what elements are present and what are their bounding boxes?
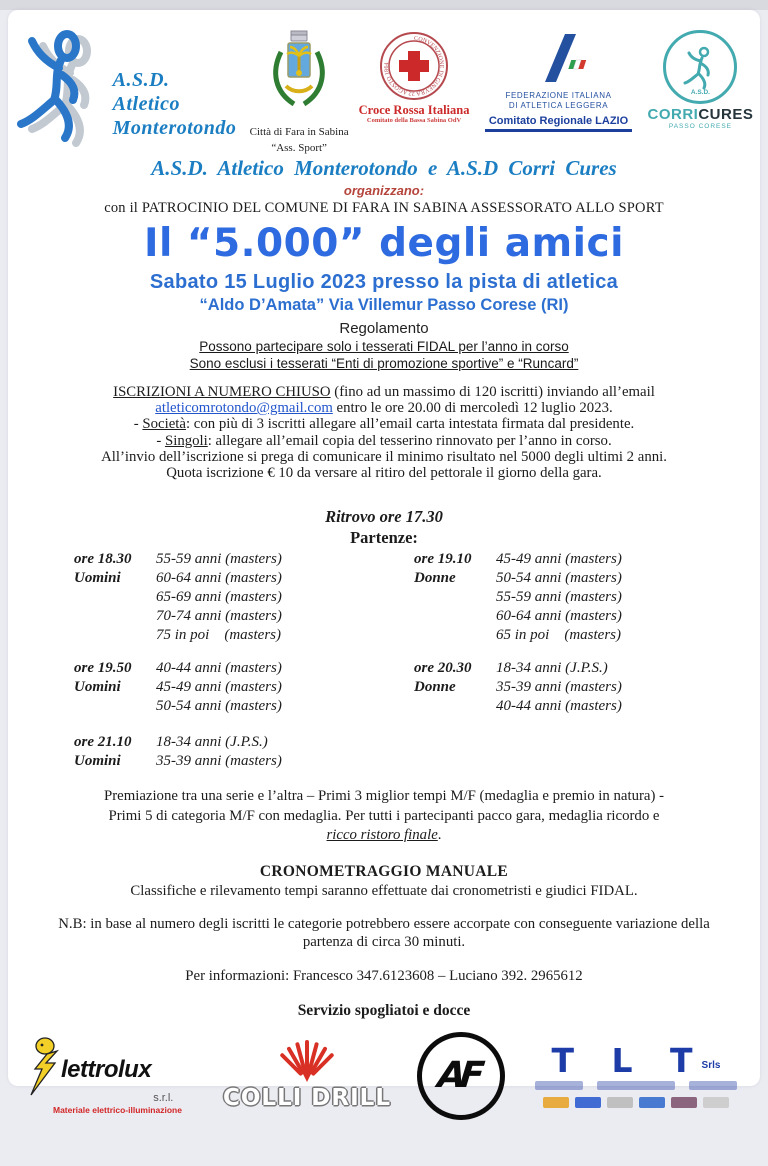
registration-line2-rest: entro le ore 20.00 di mercoledì 12 luglio 2023. [332,400,613,417]
wave-19-50 [74,659,386,716]
mini-sponsor-logo [575,1097,601,1108]
flyer-page [8,10,760,1115]
fara-caption-line1: Città di Fara in Sabina [249,126,349,138]
croce-rossa-subtitle: Comitato della Bassa Sabina OdV [366,117,462,124]
fara-in-sabina-crest [250,30,349,155]
organize-label: organizzano: [343,183,425,198]
elettrolux-logo [27,1037,197,1115]
awards-line1: Premiazione tra una serie e l’altra – Primi 3 miglior tempi M/F (medaglia e premio in natura) - [103,788,665,805]
wave-group: Uomini [74,570,121,587]
schedule-row-2 [8,659,760,716]
singoli-label: Singoli [164,432,208,449]
wave-category: 55-59 anni (masters) [156,551,282,568]
event-title: Il “5.000” degli amici [143,221,625,266]
registration-line5: All’invio dell’iscrizione si prega di comunicare il minimo risultato nel 5000 degli ultimi 2 anni. [101,448,667,465]
elettrolux-suffix: s.r.l. [153,1091,174,1104]
wave-category: 35-39 anni (masters) [496,679,622,696]
email-link[interactable]: atleticomrotondo@gmail.com [155,400,333,417]
fara-caption-line2: “Ass. Sport” [271,142,327,154]
singoli-dash: - [156,432,165,449]
atletico-logo-line1: A.S.D. Atletico [112,68,180,115]
mini-sponsor-logo [703,1097,729,1108]
corricures-name-part2: CURES [698,106,754,123]
af-monogram: AF [435,1055,481,1097]
wave-category: 45-49 anni (masters) [156,679,282,696]
tlt-partner-mini-logos [531,1097,741,1108]
wave-category: 35-39 anni (masters) [156,753,282,770]
singoli-rest: : allegare all’email copia del tesserino rinnovato per l’anno in corso. [207,432,612,449]
registration-societa-line [8,416,760,432]
tlt-contact-center [597,1081,675,1090]
wave-group: Donne [414,570,456,587]
mini-sponsor-logo [639,1097,665,1108]
patronage-line: con il PATROCINIO DEL COMUNE DI FARA IN SABINA ASSESSORATO ALLO SPORT [104,200,664,216]
wave-19-10 [414,550,726,645]
screen-top-band [0,0,768,10]
fidal-icon [527,30,591,91]
wave-category: 55-59 anni (masters) [496,589,622,606]
atletico-monterotondo-logo [15,30,240,151]
registration-line6: Quota iscrizione € 10 da versare al ritiro del pettorale il giorno della gara. [166,465,602,482]
fidal-federation-line2: DI ATLETICA LEGGERA [508,101,609,110]
registration-line1-rest: (fino ad un massimo di 120 iscritti) inviando all’email [330,384,655,400]
elettrolux-tagline: Materiale elettrico-illuminazione [53,1104,182,1115]
colli-drill-logo [223,1040,391,1111]
wave-group: Uomini [74,753,121,770]
tlt-suffix: Srls [701,1059,721,1071]
fidal-committee-label: Comitato Regionale LAZIO [485,114,632,132]
services-line: Servizio spogliatoi e docce [297,1001,471,1019]
rules-title: Regolamento [339,320,429,337]
wave-21-10 [74,733,386,771]
schedule-row-3 [8,733,760,771]
societa-rest: : con più di 3 iscritti allegare all’email carta intestata firmata dal presidente. [185,416,635,433]
svg-text:CONVENZIONE DI GINEVRA 22 AGOS: CONVENZIONE DI GINEVRA 22 AGOSTO 1864 [384,35,445,97]
mini-sponsor-logo [671,1097,697,1108]
wave-category: 45-49 anni (masters) [496,551,622,568]
wave-time: ore 18.30 [74,551,132,568]
registration-line1 [8,384,760,400]
societa-label: Società [142,416,186,433]
schedule-row-1 [8,550,760,645]
wave-category: 50-54 anni (masters) [156,698,282,715]
croce-rossa-logo [359,30,470,125]
event-venue-line: “Aldo D’Amata” Via Villemur Passo Corese (RI) [199,296,569,314]
tlt-contact-left [535,1081,583,1090]
corricures-name [648,106,754,123]
awards-line3-period: . [437,827,442,844]
mini-sponsor-logo [607,1097,633,1108]
wave-time: ore 19.10 [414,551,472,568]
af-logo [417,1032,505,1120]
timing-title: CRONOMETRAGGIO MANUALE [259,862,509,880]
rule-excluded: Sono esclusi i tesserati “Enti di promozione sportive” e “Runcard” [189,356,579,371]
tlt-contact-text [531,1081,741,1090]
rule-fidal: Possono partecipare solo i tesserati FIDAL per l’anno in corso [199,339,569,354]
crest-icon [266,30,332,123]
wave-time: ore 21.10 [74,734,132,751]
runner-icon [15,30,111,151]
corricures-name-part1: CORRI [647,106,699,123]
atletico-logo-line2: Monterotondo [112,116,237,139]
awards-line3 [8,826,760,846]
tlt-name: T L T [551,1040,706,1080]
elettrolux-name: lettrolux [61,1056,152,1084]
wave-category: 75 in poi (masters) [156,627,281,644]
wave-group: Uomini [74,679,121,696]
meeting-time: Ritrovo ore 17.30 [325,507,443,527]
awards-block [8,787,760,846]
wave-category: 18-34 anni (J.P.S.) [496,660,608,677]
corricures-subtitle: PASSO CORESE [668,123,733,130]
lightning-icon [27,1037,61,1104]
wave-category: 65-69 anni (masters) [156,589,282,606]
atletico-logo-text [113,68,240,140]
starts-label: Partenze: [350,528,418,548]
wave-category: 40-44 anni (masters) [496,698,622,715]
nb-line1: N.B: in base al numero degli iscritti le categorie potrebbero essere accorpate con conseguente variazione della [58,915,710,932]
corricures-logo [648,30,754,130]
wave-category: 18-34 anni (J.P.S.) [156,734,268,751]
event-date-line: Sabato 15 Luglio 2023 presso la pista di atletica [149,271,619,293]
societa-dash: - [133,416,143,433]
contact-info: Per informazioni: Francesco 347.6123608 – Luciano 392. 2965612 [185,967,583,984]
wave-20-30 [414,659,726,716]
wave-time: ore 20.30 [414,660,472,677]
mini-sponsor-logo [543,1097,569,1108]
red-cross-icon [378,30,450,102]
croce-rossa-title: Croce Rossa Italiana [358,103,470,117]
timing-line: Classifiche e rilevamento tempi saranno effettuate dai cronometristi e giudici FIDAL. [130,882,638,899]
fidal-logo [480,30,638,132]
registration-block [8,384,760,481]
fidal-federation-line1: FEDERAZIONE ITALIANA [505,91,612,100]
wave-category: 60-64 anni (masters) [156,570,282,587]
wave-time: ore 19.50 [74,660,132,677]
wave-category: 40-44 anni (masters) [156,660,282,677]
header-logos [8,30,760,152]
corricures-asd-label: A.S.D. [690,89,710,96]
sponsor-logos [8,1032,760,1120]
awards-final-refreshment: ricco ristoro finale [326,827,438,844]
colli-drill-name: COLLI DRILL [223,1085,391,1112]
wave-category: 50-54 anni (masters) [496,570,622,587]
wave-category: 65 in poi (masters) [496,627,621,644]
nb-line2: partenza di circa 30 minuti. [302,933,466,950]
registration-line2 [8,400,760,416]
wave-18-30 [74,550,386,645]
registration-singoli-line [8,433,760,449]
wave-group: Donne [414,679,456,696]
wave-category: 60-64 anni (masters) [496,608,622,625]
tlt-contact-right [689,1081,737,1090]
awards-line2: Primi 5 di categoria M/F con medaglia. Per tutti i partecipanti pacco gara, medaglia ricordo e [108,807,660,824]
nb-note [8,915,760,951]
organizers-line: A.S.D. Atletico Monterotondo e A.S.D Corri Cures [151,156,617,180]
corricures-runner-icon [663,30,737,104]
wave-category: 70-74 anni (masters) [156,608,282,625]
tlt-logo [531,1040,741,1108]
fan-icon [272,1067,342,1084]
registration-head: ISCRIZIONI A NUMERO CHIUSO [113,384,331,400]
